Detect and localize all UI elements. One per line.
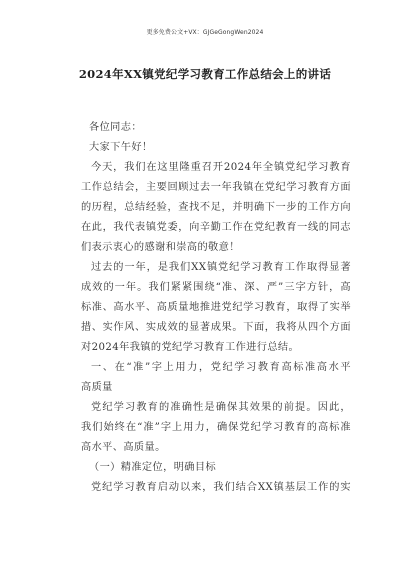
header-note: 更多免费公文+VX：GJGeGongWen2024	[146, 29, 264, 36]
body-line: 高质量	[81, 382, 113, 393]
body-line: 高水平、高质量。	[81, 442, 166, 453]
document-body	[81, 118, 351, 498]
body-line: 工作总结会，主要回顾过去一年我镇在党纪学习教育方面	[81, 182, 351, 193]
body-line: 对2024年我镇的党纪学习教育工作进行总结。	[81, 342, 300, 353]
body-line: 党纪学习教育的准确性是确保其效果的前提。因此，	[91, 402, 351, 413]
body-line: （一）精准定位，明确目标	[89, 462, 217, 473]
body-line: 成效的一年。我们紧紧围绕“准、深、严”三字方针，高	[81, 282, 351, 293]
body-line: 过去的一年，是我们XX镇党纪学习教育工作取得显著	[91, 262, 351, 273]
body-line: 措、实作风、实成效的显著成果。下面，我将从四个方面	[81, 322, 351, 333]
body-line: 大家下午好！	[89, 142, 153, 153]
body-line: 标准、高水平、高质量地推进党纪学习教育，取得了实举	[81, 302, 351, 313]
body-line: 今天，我们在这里隆重召开2024年全镇党纪学习教育	[91, 162, 351, 173]
document-title: 2024年XX镇党纪学习教育工作总结会上的讲话	[78, 67, 332, 81]
body-line: 们表示衷心的感谢和崇高的敬意！	[81, 242, 240, 253]
body-line: 一、在“准”字上用力，党纪学习教育高标准高水平	[91, 362, 351, 373]
body-line: 我们始终在“准”字上用力，确保党纪学习教育的高标准	[81, 422, 351, 433]
body-line: 党纪学习教育启动以来，我们结合XX镇基层工作的实	[91, 482, 351, 493]
body-line: 的历程，总结经验，查找不足，并明确下一步的工作方向	[81, 202, 351, 213]
body-line: 在此，我代表镇党委，向辛勤工作在党纪教育一线的同志	[81, 222, 351, 233]
body-line: 各位同志：	[89, 122, 142, 133]
